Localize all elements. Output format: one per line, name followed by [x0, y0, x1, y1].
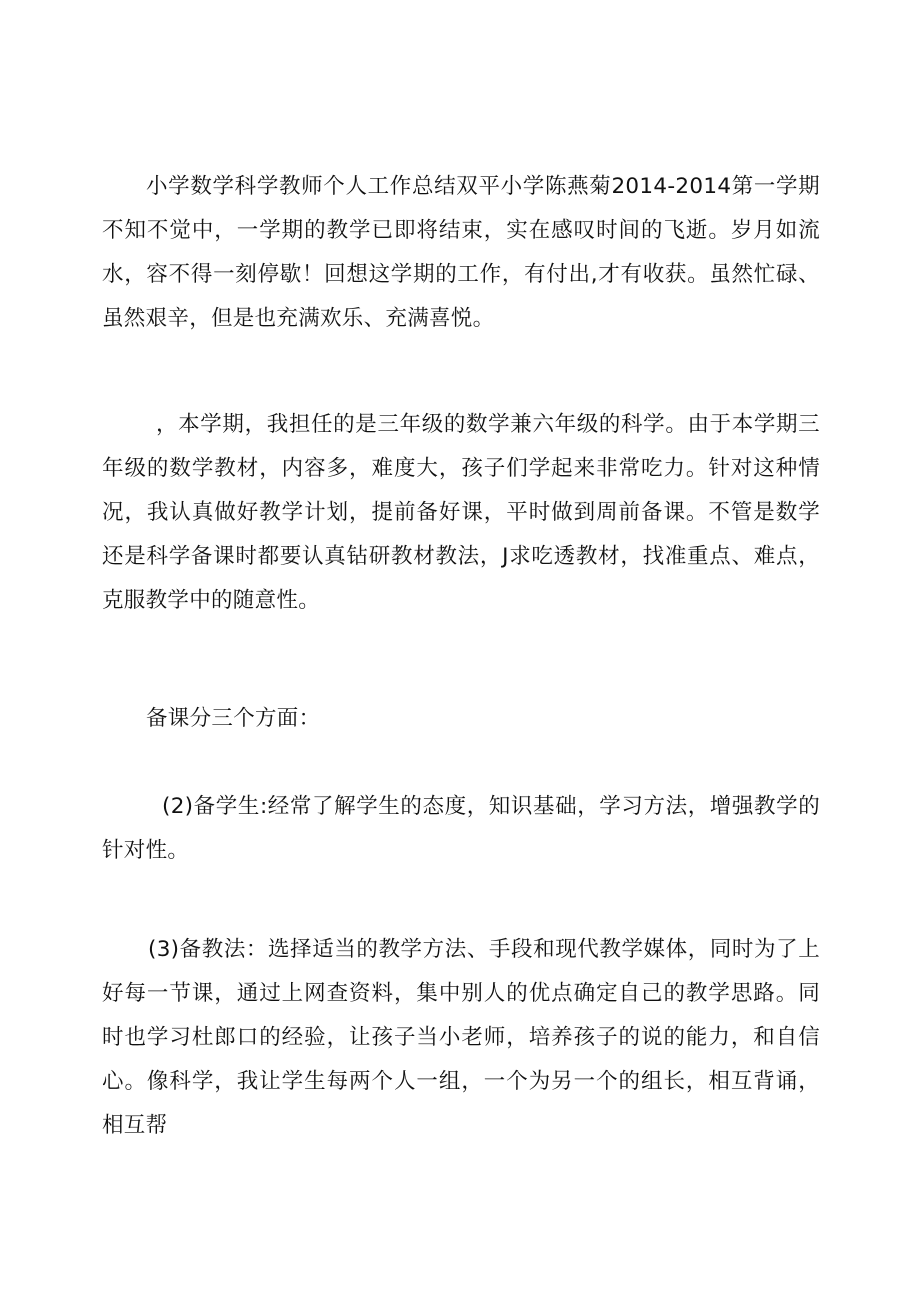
- paragraph-intro: 小学数学科学教师个人工作总结双平小学陈燕菊2014-2014第一学期不知不觉中，一学期的教学已即将结束，实在感叹时间的飞逝。岁月如流水，容不得一刻停歇！回想这学期的工作，有付出,才有收获。虽然忙碌、虽然艰辛，但是也充满欢乐、充满喜悦。: [102, 174, 820, 331]
- paragraph-prepare-methods: (3)备教法：选择适当的教学方法、手段和现代教学媒体，同时为了上好每一节课，通过上网查资料，集中别人的优点确定自己的教学思路。同时也学习杜郎口的经验，让孩子当小老师，培养孩子的说的能力，和自信心。像科学，我让学生每两个人一组，一个为另一个的组长，相互背诵，相互帮: [102, 937, 820, 1138]
- paragraph-lesson-prep-heading: 备课分三个方面：: [146, 706, 321, 731]
- paragraph-semester-duties: ，本学期，我担任的是三年级的数学兼六年级的科学。由于本学期三年级的数学教材，内容多，难度大，孩子们学起来非常吃力。针对这种情况，我认真做好教学计划，提前备好课，平时做到周前备课。不管是数学还是科学备课时都要认真钻研教材教法，J求吃透教材，找准重点、难点，克服教学中的随意性。: [102, 412, 820, 613]
- paragraph-prepare-students: (2)备学生:经常了解学生的态度，知识基础，学习方法，增强教学的针对性。: [102, 794, 820, 863]
